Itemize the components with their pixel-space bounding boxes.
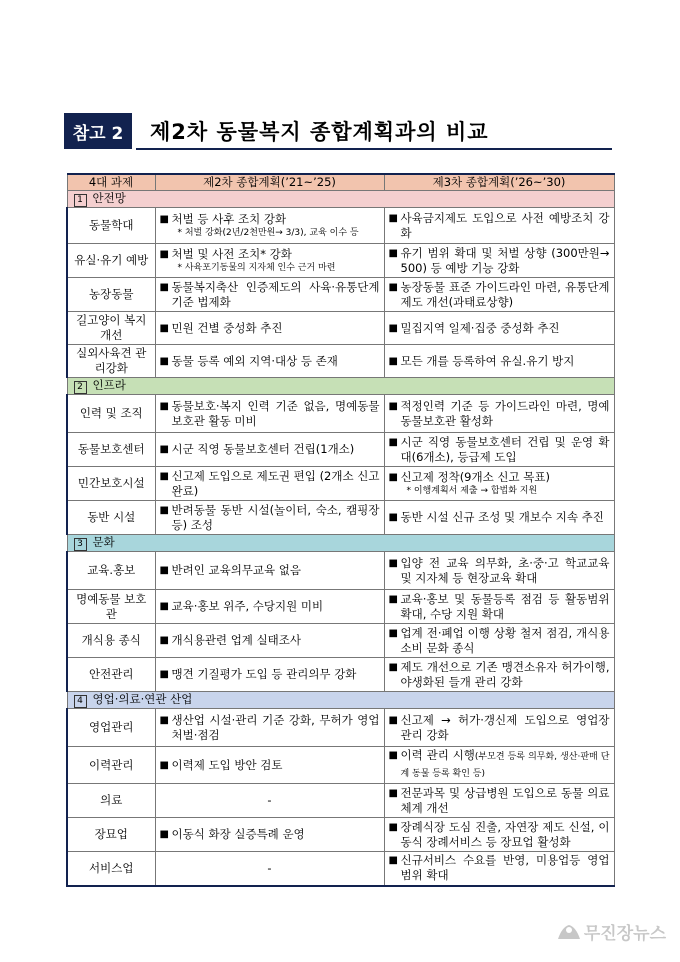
bullet-main-text: 농장동물 표준 가이드라인 마련, 유통단계 제도 개선(과태료상향) [400, 279, 610, 309]
watermark-text: 무진장뉴스 [583, 924, 666, 944]
section-title-cell [67, 191, 614, 208]
bullet-item [389, 399, 610, 429]
square-bullet-icon: ■ [388, 322, 398, 334]
square-bullet-icon: ■ [388, 281, 398, 293]
col-header-task: 4대 과제 [67, 174, 155, 191]
plan3-cell [384, 278, 614, 312]
bullet-item [389, 321, 610, 336]
bullet-text [401, 321, 610, 336]
category-cell: 유실·유기 예방 [67, 244, 155, 278]
bullet-item [160, 713, 380, 743]
bullet-text [172, 280, 380, 310]
watermark [556, 919, 666, 944]
section-row [67, 378, 614, 395]
comparison-table [66, 173, 615, 887]
square-bullet-icon: ■ [159, 355, 169, 367]
bullet-main-text: 신고제 도입으로 제도권 편입 (2개소 신고 완료) [171, 468, 380, 498]
bullet-main-text: 처벌 등 사후 조치 강화 [171, 212, 287, 226]
bullet-item [160, 321, 380, 336]
plan3-cell [384, 345, 614, 378]
bullet-item [160, 599, 380, 614]
bullet-item [160, 469, 380, 499]
bullet-text [172, 469, 380, 499]
square-bullet-icon: ■ [388, 355, 398, 367]
category-cell: 실외사육견 관리강화 [67, 345, 155, 378]
plan3-cell [384, 433, 614, 467]
category-cell: 이력관리 [67, 747, 155, 784]
bullet-text [401, 556, 610, 586]
bullet-item [160, 247, 380, 274]
bullet-text [401, 820, 610, 850]
plan2-cell: - [155, 852, 384, 886]
table-row [67, 501, 614, 535]
bullet-item [389, 713, 610, 743]
bullet-item [160, 667, 380, 682]
bullet-item [160, 633, 380, 648]
square-bullet-icon: ■ [159, 829, 169, 840]
table-header-row [67, 174, 614, 191]
section-number: 1 [74, 194, 87, 207]
plan2-cell [155, 590, 384, 624]
section-row [67, 191, 614, 208]
table-row [67, 658, 614, 692]
section-title: 안전망 [92, 191, 126, 205]
bullet-main-text: 신규서비스 수요를 반영, 미용업등 영업 범위 확대 [400, 853, 610, 883]
table-row [67, 747, 614, 784]
bullet-main-text: 시군 직영 동물보호센터 건립(1개소) [171, 442, 355, 456]
bullet-text [401, 660, 610, 690]
plan3-cell [384, 467, 614, 501]
table-row [67, 784, 614, 818]
plan2-cell [155, 395, 384, 433]
square-bullet-icon: ■ [159, 565, 169, 576]
bullet-text [172, 599, 380, 614]
bullet-text [401, 592, 610, 622]
bullet-text [401, 211, 610, 241]
category-cell: 민간보호시설 [67, 467, 155, 501]
square-bullet-icon: ■ [159, 635, 169, 646]
bullet-main-text: 밀집지역 일제·집중 중성화 추진 [400, 320, 560, 335]
reference-badge: 참고 2 [64, 113, 132, 149]
bullet-item [389, 435, 610, 465]
bullet-main-text: 동물보호·복지 인력 기준 없음, 명예동물보호관 활동 미비 [171, 398, 380, 428]
bullet-text [172, 442, 380, 457]
category-cell: 교육.홍보 [67, 552, 155, 590]
bullet-item [160, 563, 380, 578]
category-cell: 서비스업 [67, 852, 155, 886]
category-cell: 개식용 종식 [67, 624, 155, 658]
bullet-text [401, 713, 610, 743]
bullet-text [401, 435, 610, 465]
col-header-plan2: 제2차 종합계획(’21~’25) [155, 174, 384, 191]
bullet-detail-text: (부모견 등록 의무화, 생산·판매 단계 동물 등록 확인 등) [400, 752, 610, 779]
plan2-cell [155, 244, 384, 278]
section-row [67, 692, 614, 709]
bullet-main-text: 이동식 화장 실증특례 운영 [171, 827, 305, 841]
bullet-text [401, 354, 610, 369]
square-bullet-icon: ■ [388, 436, 398, 448]
bullet-item [389, 556, 610, 586]
bullet-text [172, 713, 380, 743]
bullet-text [172, 354, 380, 369]
bullet-main-text: 사육금지제도 도입으로 사전 예방조치 강화 [400, 210, 610, 240]
square-bullet-icon: ■ [388, 512, 398, 523]
plan3-cell [384, 208, 614, 244]
bullet-main-text: 민원 건별 중성화 추진 [171, 320, 283, 335]
plan3-cell [384, 312, 614, 345]
square-bullet-icon: ■ [388, 400, 398, 412]
bullet-text [401, 470, 610, 497]
bullet-item [389, 510, 610, 525]
bullet-item [389, 354, 610, 369]
bullet-main-text: 전문과목 및 상급병원 도입으로 동물 의료 체계 개선 [400, 785, 610, 815]
category-cell: 농장동물 [67, 278, 155, 312]
section-row [67, 535, 614, 552]
section-number: 3 [74, 538, 87, 551]
title-underline [136, 148, 612, 150]
plan2-cell [155, 345, 384, 378]
bullet-main-text: 적정인력 기준 등 가이드라인 마련, 명예동물보호관 활성화 [400, 398, 610, 428]
bullet-text [172, 212, 380, 239]
bullet-main-text: 이력제 도입 방안 검토 [171, 757, 283, 772]
square-bullet-icon: ■ [159, 714, 169, 726]
bullet-item [160, 354, 380, 369]
plan3-cell [384, 552, 614, 590]
bullet-item [389, 211, 610, 241]
square-bullet-icon: ■ [388, 593, 398, 605]
table-row [67, 709, 614, 747]
bullet-item [389, 592, 610, 622]
plan3-cell [384, 852, 614, 886]
bullet-item [160, 503, 380, 533]
bullet-text [172, 633, 380, 648]
section-title: 문화 [92, 535, 115, 549]
plan3-cell [384, 244, 614, 278]
plan2-cell [155, 747, 384, 784]
hands-logo-icon [556, 921, 582, 943]
bullet-main-text: 신고제 → 허가·갱신제 도입으로 영업장 관리 강화 [400, 712, 610, 742]
plan3-cell [384, 624, 614, 658]
bullet-main-text: 모든 개를 등록하여 유실.유기 방지 [400, 353, 575, 368]
bullet-item [160, 442, 380, 457]
section-number: 4 [74, 695, 87, 708]
bullet-main-text: 신고제 정착(9개소 신고 목표) [400, 470, 550, 484]
table-row [67, 244, 614, 278]
page-header [64, 113, 612, 149]
bullet-main-text: 개식용관련 업계 실태조사 [171, 633, 302, 647]
section-number: 2 [74, 381, 87, 394]
bullet-item [389, 626, 610, 656]
bullet-main-text: 제도 개선으로 기존 맹견소유자 허가이행, 야생화된 들개 관리 강화 [400, 659, 610, 689]
bullet-text [401, 399, 610, 429]
square-bullet-icon: ■ [159, 759, 169, 771]
table-row [67, 278, 614, 312]
bullet-text [172, 247, 380, 274]
bullet-item [389, 853, 610, 883]
table-row [67, 552, 614, 590]
plan3-cell [384, 709, 614, 747]
table-row [67, 590, 614, 624]
category-cell: 영업관리 [67, 709, 155, 747]
bullet-main-text: 장례식장 도심 진출, 자연장 제도 신설, 이동식 장례서비스 등 장묘업 활성화 [400, 819, 610, 849]
square-bullet-icon: ■ [388, 714, 398, 726]
square-bullet-icon: ■ [159, 470, 169, 482]
square-bullet-icon: ■ [388, 557, 398, 569]
square-bullet-icon: ■ [159, 444, 169, 455]
square-bullet-icon: ■ [388, 787, 398, 799]
plan3-cell [384, 784, 614, 818]
bullet-main-text: 업계 전·폐업 이행 상황 철저 점검, 개식용소비 문화 종식 [400, 625, 610, 655]
bullet-main-text: 반려인 교육의무교육 없음 [171, 563, 302, 577]
plan2-cell [155, 709, 384, 747]
category-cell: 동물보호센터 [67, 433, 155, 467]
table-row [67, 312, 614, 345]
bullet-text [401, 280, 610, 310]
bullet-item [160, 212, 380, 239]
square-bullet-icon: ■ [159, 400, 169, 412]
category-cell: 안전관리 [67, 658, 155, 692]
bullet-text [401, 786, 610, 816]
bullet-text [172, 503, 380, 533]
table-row [67, 624, 614, 658]
bullet-text [172, 827, 380, 842]
bullet-main-text: 입양 전 교육 의무화, 초·중·고 학교교육 및 지자체 등 현장교육 확대 [400, 555, 610, 585]
category-cell: 길고양이 복지개선 [67, 312, 155, 345]
section-title-cell [67, 692, 614, 709]
bullet-main-text: 동물 등록 예외 지역·대상 등 존재 [171, 353, 338, 368]
bullet-footnote: * 사육포기동물의 지자체 인수 근거 마련 [177, 263, 336, 273]
square-bullet-icon: ■ [388, 212, 398, 224]
table-row [67, 818, 614, 852]
square-bullet-icon: ■ [159, 281, 169, 293]
square-bullet-icon: ■ [159, 214, 169, 225]
bullet-text [172, 399, 380, 429]
square-bullet-icon: ■ [388, 247, 398, 259]
bullet-main-text: 동물복지축산 인증제도의 사육·유통단계 기준 법제화 [171, 279, 380, 309]
bullet-text [172, 758, 380, 773]
plan2-cell [155, 312, 384, 345]
square-bullet-icon: ■ [388, 855, 398, 867]
bullet-text [172, 667, 380, 682]
plan3-cell [384, 590, 614, 624]
section-title-cell [67, 535, 614, 552]
plan3-cell [384, 395, 614, 433]
table-row [67, 467, 614, 501]
bullet-text [401, 626, 610, 656]
square-bullet-icon: ■ [159, 669, 169, 680]
square-bullet-icon: ■ [159, 504, 169, 516]
bullet-main-text: 시군 직영 동물보호센터 건립 및 운영 확대(6개소), 등급제 도입 [400, 434, 610, 464]
bullet-text [401, 510, 610, 525]
category-cell: 동물학대 [67, 208, 155, 244]
bullet-footnote: * 처벌 강화(2년/2천만원→ 3/3), 교육 이수 등 [177, 228, 359, 238]
bullet-item [160, 399, 380, 429]
table-row [67, 208, 614, 244]
plan2-cell: - [155, 784, 384, 818]
section-title: 인프라 [92, 378, 126, 392]
bullet-item [389, 470, 610, 497]
bullet-main-text: 이력 관리 시행 [400, 748, 475, 762]
plan2-cell [155, 552, 384, 590]
bullet-item [160, 827, 380, 842]
plan3-cell [384, 658, 614, 692]
bullet-main-text: 맹견 기질평가 도입 등 관리의무 강화 [171, 667, 357, 681]
plan2-cell [155, 433, 384, 467]
square-bullet-icon: ■ [159, 249, 169, 260]
bullet-item [389, 660, 610, 690]
section-title-cell [67, 378, 614, 395]
plan2-cell [155, 278, 384, 312]
category-cell: 동반 시설 [67, 501, 155, 535]
category-cell: 의료 [67, 784, 155, 818]
bullet-main-text: 동반 시설 신규 조성 및 개보수 지속 추진 [400, 510, 604, 524]
bullet-main-text: 처벌 및 사전 조치* 강화 [171, 247, 292, 261]
bullet-main-text: 교육·홍보 위주, 수당지원 미비 [171, 599, 324, 613]
plan3-cell [384, 747, 614, 784]
table-row [67, 345, 614, 378]
table-row [67, 395, 614, 433]
plan2-cell [155, 658, 384, 692]
bullet-main-text: 교육·홍보 및 동물등록 점검 등 활동범위 확대, 수당 지원 확대 [400, 591, 610, 621]
bullet-text [401, 246, 610, 276]
plan2-cell [155, 624, 384, 658]
category-cell: 명예동물 보호관 [67, 590, 155, 624]
bullet-item [389, 786, 610, 816]
category-cell: 인력 및 조직 [67, 395, 155, 433]
section-title: 영업·의료·연관 산업 [92, 692, 193, 706]
bullet-item [389, 246, 610, 276]
table-row [67, 433, 614, 467]
category-cell: 장묘업 [67, 818, 155, 852]
bullet-item [160, 758, 380, 773]
square-bullet-icon: ■ [388, 661, 398, 673]
plan2-cell [155, 818, 384, 852]
plan3-cell [384, 501, 614, 535]
plan2-cell [155, 208, 384, 244]
square-bullet-icon: ■ [388, 821, 398, 833]
plan2-cell [155, 501, 384, 535]
square-bullet-icon: ■ [388, 750, 398, 761]
col-header-plan3: 제3차 종합계획(’26~’30) [384, 174, 614, 191]
bullet-item [389, 280, 610, 310]
bullet-item [389, 820, 610, 850]
plan3-cell [384, 818, 614, 852]
bullet-main-text: 반려동물 동반 시설(놀이터, 숙소, 캠핑장 등) 조성 [171, 502, 380, 532]
table-row [67, 852, 614, 886]
bullet-text [401, 853, 610, 883]
bullet-item [160, 280, 380, 310]
bullet-text [401, 748, 610, 782]
bullet-main-text: 유기 범위 확대 및 처벌 상향 (300만원→ 500) 등 예방 기능 강화 [400, 245, 610, 275]
bullet-footnote: * 이행계획서 제출 → 합법화 지원 [406, 486, 538, 496]
square-bullet-icon: ■ [159, 601, 169, 612]
plan2-cell [155, 467, 384, 501]
page-title: 제2차 동물복지 종합계획과의 비교 [150, 120, 489, 144]
square-bullet-icon: ■ [159, 322, 169, 334]
bullet-main-text: 생산업 시설·관리 기준 강화, 무허가 영업 처벌·점검 [171, 712, 380, 742]
bullet-item [389, 748, 610, 782]
square-bullet-icon: ■ [388, 627, 398, 639]
square-bullet-icon: ■ [388, 472, 398, 483]
bullet-text [172, 321, 380, 336]
bullet-text [172, 563, 380, 578]
